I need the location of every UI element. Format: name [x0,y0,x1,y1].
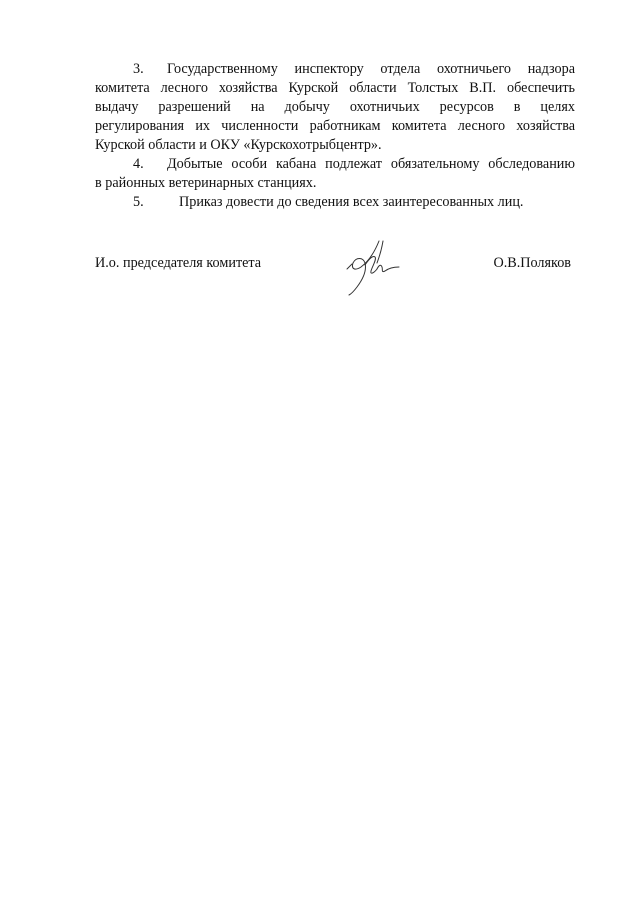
item-5-line-1: Приказ довести до сведения всех заинтересованных лиц. [179,194,524,210]
item-4-number: 4. [133,156,144,172]
handwritten-signature [339,237,409,299]
item-4-line-1: Добытые особи кабана подлежат обязательному обследованию [167,156,575,172]
item-3-line-1: Государственному инспектору отдела охотничьего надзора [167,61,575,77]
item-3-first-line [95,60,575,79]
item-4-first-line [95,155,575,174]
signatory-title: И.о. председателя комитета [95,255,262,271]
list-item-3 [95,60,575,155]
item-3-line-3: выдачу разрешений на добычу охотничьих ресурсов в целях [95,99,575,115]
item-3-number: 3. [133,61,144,77]
item-4-line-2: в районных ветеринарных станциях. [95,175,317,191]
item-5-number: 5. [133,194,144,210]
item-3-line-5: Курской области и ОКУ «Курскохотрыбцентр». [95,137,382,153]
list-item-4 [95,155,575,193]
signature-block [95,255,575,305]
item-3-line-4: регулирования их численности работникам комитета лесного хозяйства [95,118,575,134]
item-5-first-line [95,193,575,212]
item-3-line-2: комитета лесного хозяйства Курской области Толстых В.П. обеспечить [95,80,575,96]
signatory-name: О.В.Поляков [493,255,571,271]
list-item-5 [95,193,575,212]
